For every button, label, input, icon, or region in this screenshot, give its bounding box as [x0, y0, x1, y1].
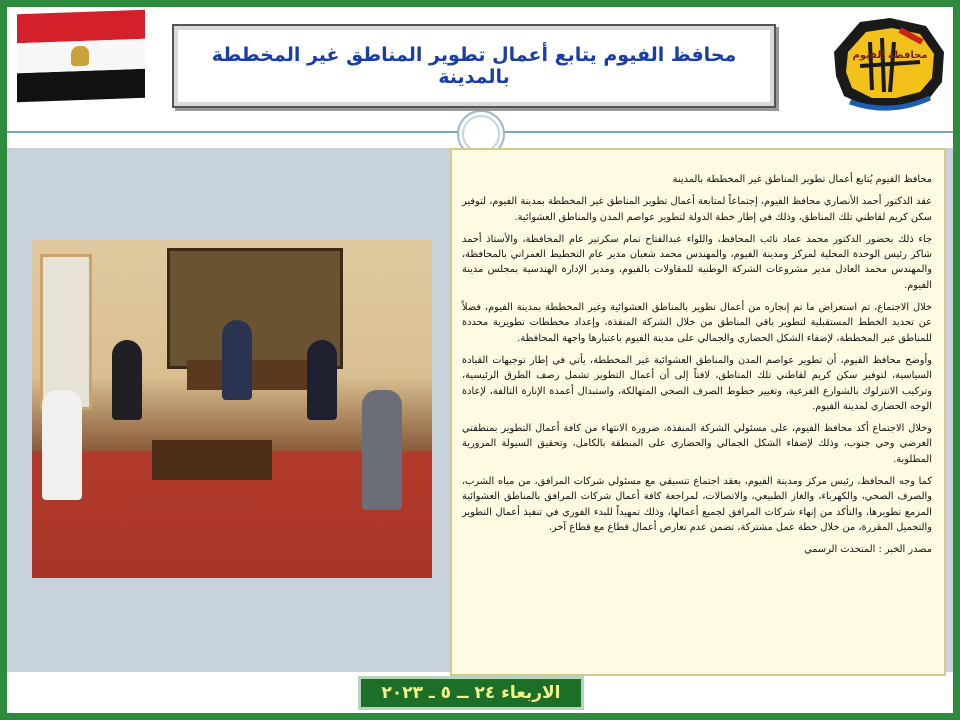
article-paragraph: وخلال الاجتماع أكد محافظ الفيوم، على مسئولي الشركة المنفذة، ضرورة الانتهاء من كافة أعمال التطوير بمنطقتي الغرضي وحي جنوب، وذلك لإضفاء الشكل الجمالي والحضاري على المنطقة بالكامل، وتحقيق السيولة المرورية المطلوبة. [462, 423, 932, 465]
page-title: محافظ الفيوم يتابع أعمال تطوير المناطق غير المخططة بالمدينة [211, 44, 737, 88]
title-box [172, 24, 776, 108]
photo-table [152, 440, 272, 480]
meeting-photo [32, 240, 432, 578]
article-paragraph: جاء ذلك بحضور الدكتور محمد عماد نائب المحافظ، واللواء عبدالفتاح تمام سكرتير عام المحافظة، والأستاذ أحمد شاكر رئيس الوحدة المحلية لمركز ومدينة الفيوم، والمهندس محمد شعبان مدير عام التخطيط العمراني بالمحافظة، والمهندس محمد العادل مدير مشروعات الشركة الوطنية للمقاولات بالفيوم، ومدير الإدارة الهندسية بمجلس مدينة الفيوم. [462, 233, 932, 291]
photo-window [40, 254, 92, 410]
date-box [358, 676, 584, 710]
egypt-flag-image [17, 10, 145, 102]
article-headline: محافظ الفيوم يُتابع أعمال تطوير المناطق غير المخططة بالمدينة [672, 174, 932, 185]
photo-person [362, 390, 402, 510]
photo-person [42, 390, 82, 500]
article-paragraph: خلال الاجتماع، تم استعراض ما تم إنجازه من أعمال تطوير بالمناطق العشوائية وغير المخططة بمدينة الفيوم، فضلاً عن تحديد الخطط المستقبلية لتطوير باقي المناطق من خلال الشركة المنفذة، وإعداد مخططات تطويرية محددة للمناطق غير المخططة، لإضفاء الشكل الحضاري والجمالي على مدينة الفيوم باعتبارها واجهة المحافظة. [462, 302, 932, 344]
article-paragraph: كما وجه المحافظ، رئيس مركز ومدينة الفيوم، بعقد اجتماع تنسيقي مع مسئولي شركات المرافق، من مياه الشرب، والصرف الصحي، والكهرباء، والغاز الطبيعي، والاتصالات، لمراجعة كافة أعمال شركات المرافق بالمناطق العشوائية المزمع تطويرها، والتأكد من إنهاء شركات المرافق لجميع أعمالها، وذلك تمهيداً للبدء الفوري في تنفيذ أعمال التطوير والتجميل المقررة، من خلال خطة عمل مشتركة، تضمن عدم تعارض أعمال قطاع مع قطاع آخر. [462, 476, 932, 533]
logo-text: محافظة الفيوم [852, 50, 928, 61]
eagle-emblem-icon [71, 46, 89, 67]
photo-person [222, 320, 252, 400]
article-paragraph: وأوضح محافظ الفيوم، أن تطوير عواصم المدن والمناطق العشوائية غير المخططة، يأتي في إطار توجيهات القيادة السياسية، لتوفير سكن كريم لقاطني تلك المناطق، لافتاً إلى أن أعمال التطوير تشمل رصف الطرق الرئيسية، وتركيب الانترلوك بالشوارع الفرعية، وتغيير خطوط الصرف الصحي المتهالكة، واستبدال أعمدة الإنارة التالفة، لإعادة الوجه الحضاري لمدينة الفيوم. [462, 354, 932, 412]
article-panel [450, 148, 946, 676]
flag-red-stripe [17, 10, 145, 43]
article-paragraph: عقد الدكتور أحمد الأنصاري محافظ الفيوم، إجتماعاً لمتابعة أعمال تطوير المناطق غير المخططة بمدينة الفيوم، لتوفير سكن كريم لقاطني تلك المناطق، وذلك في إطار خطة الدولة لتطوير عواصم المدن والمناطق العشوائية. [462, 196, 932, 223]
photo-person [112, 340, 142, 420]
flag-black-stripe [17, 69, 145, 102]
date-label: الاربعاء ٢٤ ــ ٥ ـ ٢٠٢٣ [381, 683, 561, 703]
flag-white-stripe [17, 39, 145, 73]
photo-person [307, 340, 337, 420]
article-source: مصدر الخبر : المتحدث الرسمي [804, 544, 932, 556]
fayoum-governorate-logo [830, 12, 948, 117]
